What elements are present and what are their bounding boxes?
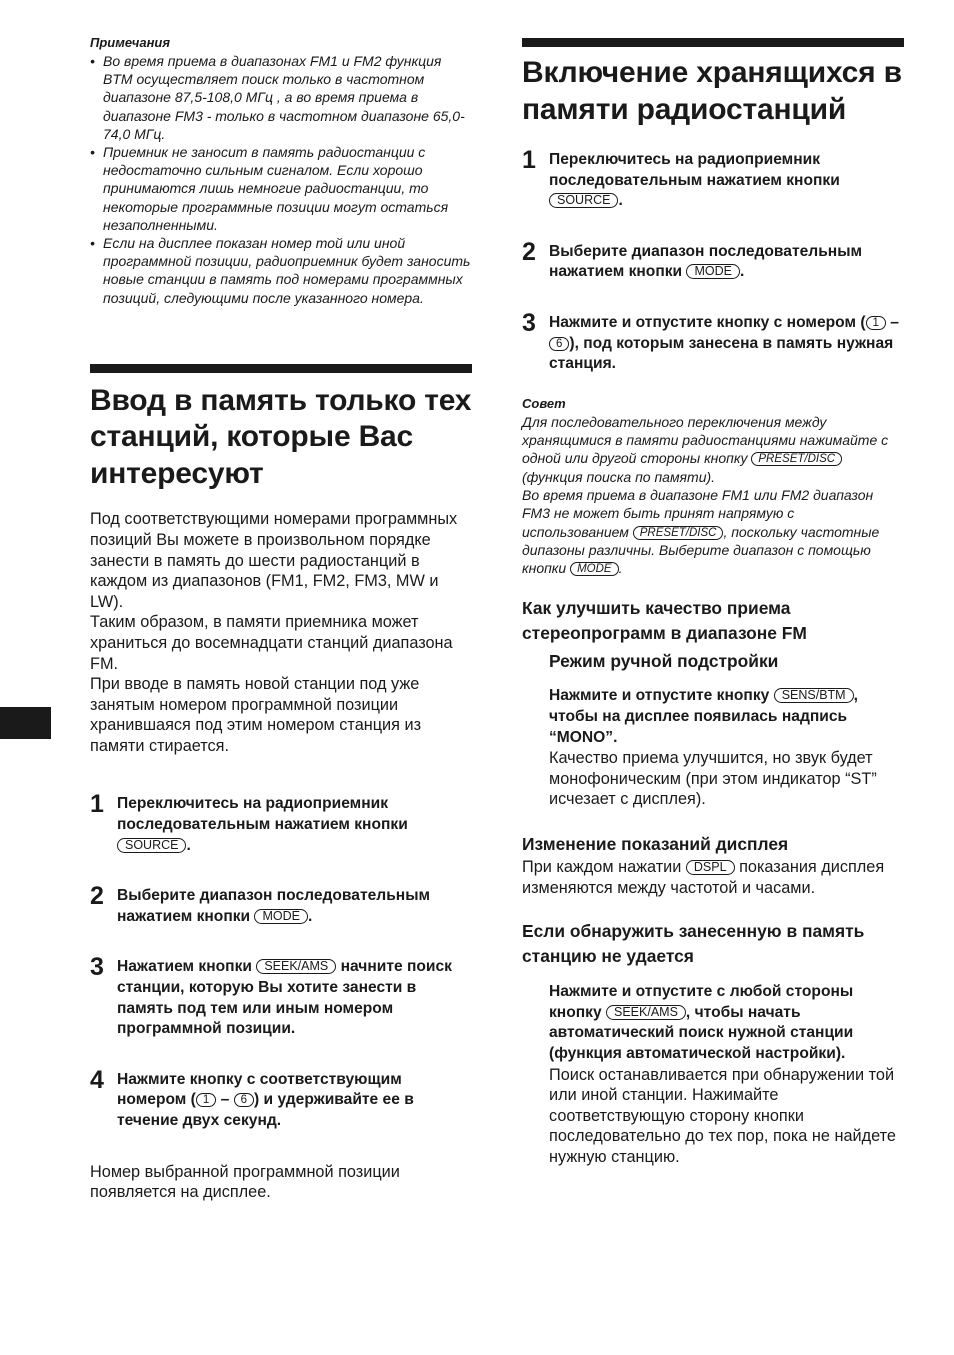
stereo-instruction [522,686,904,810]
step-end: . [618,192,623,210]
instruction-part: Нажмите и отпустите с любой стороны кнопку [549,983,854,1021]
notfound-result: Поиск останавливается при обнаружении той или иной станции. Нажимайте соответствующую сторону кнопки последовательно до тех пор, пока не найдете нужную станцию. [549,1065,896,1166]
select-step-4 [90,1065,472,1132]
mode-button-label: MODE [570,562,619,576]
notfound-heading: Если обнаружить занесенную в память станцию не удается [522,921,865,967]
mode-button-label: MODE [686,264,740,279]
intro-paragraph: Под соответствующими номерами программных позиций Вы можете в произвольном порядке занести в память до шести радиостанций в каждом из диапазонов (FM1, FM2, FM3, MW и LW). [90,510,458,611]
tip-text [522,413,904,578]
right-column [522,38,904,1168]
recall-step-1 [522,146,904,212]
step-text: Выберите диапазон последовательным нажатием кнопки [117,887,431,925]
note-item: • Во время приема в диапазонах FM1 и FM2 функция BTM осуществляет поиск только в частотном диапазоне 87,5-108,0 МГц , а во время приема в диапазоне FM3 - только в частотном диапазоне 65,0-74,0 МГц. [90,52,472,143]
preset-6-button-label: 6 [234,1093,254,1107]
tip-text-part: Для последовательного переключения между хранящимися в памяти радиостанциями нажимайте с одной или другой стороны кнопку [522,413,889,467]
instruction-part: , чтобы начать автоматический поиск нужной станции (функция автоматической настройки). [549,1003,854,1062]
tip-paragraph [522,413,904,486]
source-button-label: SOURCE [549,193,618,208]
intro-paragraph: Таким образом, в памяти приемника может храниться до восемнадцати станций диапазона FM. [90,613,453,673]
recall-step-2 [522,237,904,283]
notes-list [90,52,472,307]
display-heading: Изменение показаний дисплея [522,833,789,854]
tip-title: Совет [522,395,566,411]
tip-block [522,395,904,578]
note-item: • Если на дисплее показан номер той или иной программной позиции, радиоприемник будет заносить новые станции в память под номерами программных позиций, следующими после указанного номера. [90,234,472,307]
select-step-3 [90,953,472,1039]
section-select-intro [90,509,472,756]
step-text: начните поиск станции, которую Вы хотите занести в память под тем или иным номером программной позиции. [117,958,452,1038]
stereo-result: Качество приема улучшится, но звук будет монофоническим (при этом индикатор “ST” исчезает с дисплея). [549,749,877,809]
step-text: ), под которым занесена в память нужная станция. [549,334,894,373]
preset-1-button-label: 1 [196,1093,216,1107]
section-select-title: Ввод в память только тех станций, которые Вас интересуют [90,383,472,490]
step-number: 4 [90,1065,104,1094]
section-select-footer: Номер выбранной программной позиции появляется на дисплее. [90,1162,400,1202]
recall-step-3 [522,308,904,375]
step-text: Нажатием кнопки [117,958,252,976]
seek-ams-button-label: SEEK/AMS [256,959,336,974]
note-item: • Приемник не заносит в память радиостанции с недостаточно сильным сигналом. Если хорошо принимаются лишь немногие радиостанции, то некоторые программные позиции могут остаться незаполненными. [90,143,472,234]
step-number: 1 [522,146,536,174]
step-text: ) и удерживайте ее в течение двух секунд. [117,1091,414,1129]
instruction-part: Нажмите и отпустите кнопку [549,687,770,705]
step-text: Нажмите и отпустите кнопку с номером ( [549,313,866,331]
select-step-2 [90,882,472,927]
tip-text-part: , поскольку частотные дипазоны различны. Выберите диапазон с помощью кнопки [522,523,880,577]
tip-text-part: . [618,560,623,577]
step-text: Переключитесь на радиоприемник последовательным нажатием кнопки [549,151,840,189]
section-rule [90,364,472,373]
select-step-1 [90,790,472,856]
tip-paragraph [522,486,904,577]
step-end: . [307,907,313,925]
step-number: 2 [522,237,536,266]
source-button-label: SOURCE [117,838,186,853]
section-rule [522,38,904,47]
step-number: 3 [522,308,536,337]
step-number: 1 [90,790,104,819]
section-recall-title: Включение хранящихся в памяти радиостанций [522,56,902,126]
intro-paragraph: При вводе в память новой станции под уже занятым номером программной позиции хранившаяся под этим номером станция из памяти стирается. [90,675,422,755]
preset-disc-button-label: PRESET/DISC [633,526,724,540]
manual-tuning-heading: Режим ручной подстройки [549,651,779,672]
notes-block [90,34,472,307]
step-number: 3 [90,953,104,982]
left-column [90,34,472,1203]
tip-text-part: Во время приема в диапазоне FM1 или FM2 диапазон FM3 не может быть принят напрямую с использованием [522,486,874,540]
stereo-instruction-text [549,686,904,748]
display-text-part: показания дисплея изменяются между частотой и часами. [522,857,885,897]
page-side-tab [0,707,51,739]
notes-title: Примечания [90,35,171,50]
stereo-heading: Как улучшить качество приема стереопрограмм в диапазоне FM [522,598,807,644]
notfound-instruction [522,982,904,1167]
instruction-part: , чтобы на дисплее появилась надпись “MONO”. [549,687,858,746]
display-text-part: При каждом нажатии [522,857,682,876]
display-text [522,857,904,898]
step-text: Выберите диапазон последовательным нажатием кнопки [549,242,863,281]
range-dash: – [885,313,899,331]
preset-6-button-label: 6 [549,337,569,351]
mode-button-label: MODE [254,909,308,924]
tip-text-part: (функция поиска по памяти). [522,468,716,485]
preset-1-button-label: 1 [866,316,886,330]
step-text: Нажмите кнопку с соответствующим номером ( [117,1070,402,1109]
range-dash: – [216,1091,234,1109]
step-text: Переключитесь на радиоприемник последовательным нажатием кнопки [117,795,408,834]
seek-ams-button-label: SEEK/AMS [606,1005,686,1020]
preset-disc-button-label: PRESET/DISC [751,452,842,466]
notfound-instruction-text [549,982,904,1064]
step-end: . [739,263,745,281]
step-end: . [186,836,191,854]
dspl-button-label: DSPL [686,860,735,875]
step-number: 2 [90,882,104,911]
sens-btm-button-label: SENS/BTM [774,688,854,703]
